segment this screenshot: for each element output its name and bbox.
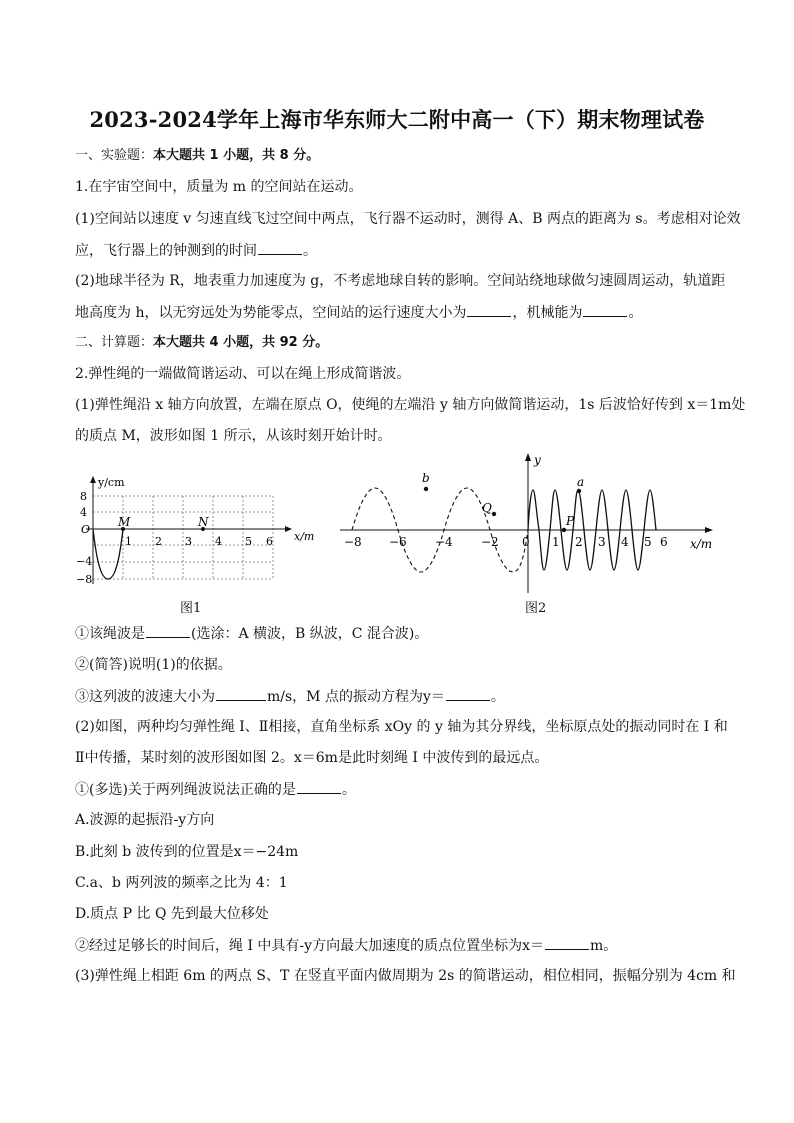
punct: 。 (341, 782, 356, 798)
option-c: C.a、b 两列波的频率之比为 4：1 (75, 875, 288, 891)
q1-part1-text: 应，飞行器上的钟测到的时间 (75, 243, 257, 259)
q2-sub3-text: ③这列波的波速大小为 (75, 689, 215, 705)
fig1-x-label: x/m (294, 530, 315, 543)
fig2-point-p (562, 528, 566, 532)
fig2-xtick: 5 (644, 535, 652, 549)
fig2-xtick: −2 (481, 535, 499, 549)
section-1-rule: 本大题共 1 小题，共 8 分。 (153, 148, 320, 163)
q1-part2-mid: ，机械能为 (512, 305, 583, 321)
q2-sub3 (75, 686, 725, 707)
q2-sub1-options: (选涂：A 横波，B 纵波，C 混合波)。 (191, 626, 429, 642)
answer-blank[interactable] (216, 686, 266, 701)
answer-blank[interactable] (446, 686, 490, 701)
q1-stem: 1.在宇宙空间中，质量为 m 的空间站在运动。 (75, 179, 363, 195)
answer-blank[interactable] (146, 623, 190, 638)
q1-part1-line1: (1)空间站以速度 v 匀速直线飞过空间中两点，飞行器不运动时，测得 A、B 两点的距离为 s。考虑相对论效 (75, 211, 741, 227)
q2-sub2: ②(简答)说明(1)的依据。 (75, 657, 232, 673)
fig1-y-label: y/cm (98, 476, 125, 489)
fig2-y-arrow (525, 453, 531, 461)
figure-1-caption: 图1 (180, 601, 202, 616)
fig2-xtick: 2 (575, 535, 583, 549)
fig2-point-b (424, 487, 428, 491)
fig2-point-q (492, 512, 496, 516)
fig1-ytick: 4 (80, 506, 87, 519)
section-2-label: 二、计算题： (75, 335, 154, 350)
fig2-xtick: 0 (522, 535, 530, 549)
section-1-header (75, 146, 725, 166)
fig2-label-q: Q (482, 501, 492, 515)
fig2-xtick: −4 (435, 535, 453, 549)
fig1-xtick: 1 (125, 535, 132, 548)
q2-part2-line1: (2)如图，两种均匀弹性绳 Ⅰ、Ⅱ相接，直角坐标系 xOy 的 y 轴为其分界线，坐标原点处的振动同时在 Ⅰ 和 (75, 719, 728, 735)
q2-part3-line1: (3)弹性绳上相距 6m 的两点 S、T 在竖直平面内做周期为 2s 的简谐运动，相位相同，振幅分别为 4cm 和 (75, 968, 736, 984)
answer-blank[interactable] (545, 935, 589, 950)
answer-blank[interactable] (258, 240, 302, 255)
fig2-xtick: −8 (344, 535, 362, 549)
fig1-ytick: −4 (76, 555, 93, 568)
figure-1-wave-graph (76, 472, 326, 592)
q2-part1-line2: 的质点 M，波形如图 1 所示，从该时刻开始计时。 (75, 428, 392, 444)
q2-sub-fill-text: ②经过足够长的时间后，绳 Ⅰ 中具有-y方向最大加速度的质点位置坐标为x＝ (75, 938, 544, 954)
q1-part2-line2 (75, 302, 725, 323)
fig1-ytick: 8 (80, 490, 87, 503)
fig2-xtick: 4 (621, 535, 629, 549)
fig2-x-arrow (705, 527, 713, 533)
q1-part2-text: 地高度为 h，以无穷远处为势能零点，空间站的运行速度大小为 (75, 305, 467, 321)
answer-blank[interactable] (467, 302, 511, 317)
punct: 。 (303, 243, 317, 259)
section-2-rule: 本大题共 4 小题，共 92 分。 (153, 335, 329, 350)
q1-part1-line2 (75, 240, 725, 261)
q2-multi-choice-text: ①(多选)关于两列绳波说法正确的是 (75, 782, 296, 798)
punct: 。 (628, 305, 643, 321)
fig2-label-a: a (577, 475, 585, 489)
fig1-xtick: 3 (185, 535, 192, 548)
fig2-x-label: x/m (690, 537, 713, 551)
fig1-xtick: 4 (215, 535, 222, 548)
q2-part2-line2: Ⅱ中传播，某时刻的波形图如图 2。x＝6m是此时刻绳 Ⅰ 中波传到的最远点。 (75, 750, 549, 766)
answer-blank[interactable] (583, 302, 627, 317)
fig2-xtick: 1 (552, 535, 560, 549)
fig2-label-b: b (422, 471, 430, 485)
fig1-xtick: 6 (266, 535, 273, 548)
q2-sub3-mid: m/s，M 点的振动方程为y＝ (267, 689, 445, 705)
section-2-header (75, 333, 725, 353)
option-b: B.此刻 b 波传到的位置是x＝−24m (75, 844, 299, 860)
fig2-xtick: −6 (389, 535, 407, 549)
punct: 。 (490, 689, 505, 705)
fig2-xtick: 3 (598, 535, 606, 549)
fig1-label-m: M (118, 515, 131, 529)
section-1-label: 一、实验题： (75, 148, 154, 163)
option-d: D.质点 P 比 Q 先到最大位移处 (75, 906, 269, 922)
q2-sub-fill (75, 935, 725, 956)
option-a: A.波源的起振沿-y方向 (75, 812, 215, 828)
fig2-y-label: y (534, 453, 541, 467)
fig1-xtick: 2 (155, 535, 162, 548)
fig1-origin-label: O (81, 523, 91, 536)
q2-part1-line1: (1)弹性绳沿 x 轴方向放置，左端在原点 O，使绳的左端沿 y 轴方向做简谐运动，1s 后波恰好传到 x＝1m处 (75, 397, 746, 413)
answer-blank[interactable] (297, 779, 341, 794)
q2-multi-choice (75, 779, 725, 800)
fig1-y-arrow (90, 476, 96, 483)
fig2-xtick: 6 (660, 535, 668, 549)
q2-sub-fill-unit: m。 (589, 938, 618, 954)
fig1-ytick: −8 (76, 573, 93, 586)
q1-part2-line1: (2)地球半径为 R，地表重力加速度为 g，不考虑地球自转的影响。空间站绕地球做匀速圆周运动，轨道距 (75, 273, 726, 289)
q2-sub1-text: ①该绳波是 (75, 626, 145, 642)
fig2-label-p: P (566, 514, 575, 528)
figure-2-caption: 图2 (525, 601, 547, 616)
fig1-wave-curve (93, 529, 123, 579)
fig1-label-n: N (198, 515, 209, 529)
figure-2-wave-graph (336, 450, 726, 600)
q2-stem: 2.弹性绳的一端做简谐运动、可以在绳上形成简谐波。 (75, 366, 411, 382)
fig1-xtick: 5 (245, 535, 252, 548)
page-title: 2023-2024学年上海市华东师大二附中高一（下）期末物理试卷 (89, 107, 705, 132)
fig2-point-a (577, 489, 581, 493)
q2-sub1 (75, 623, 725, 644)
fig1-x-arrow (285, 526, 292, 532)
